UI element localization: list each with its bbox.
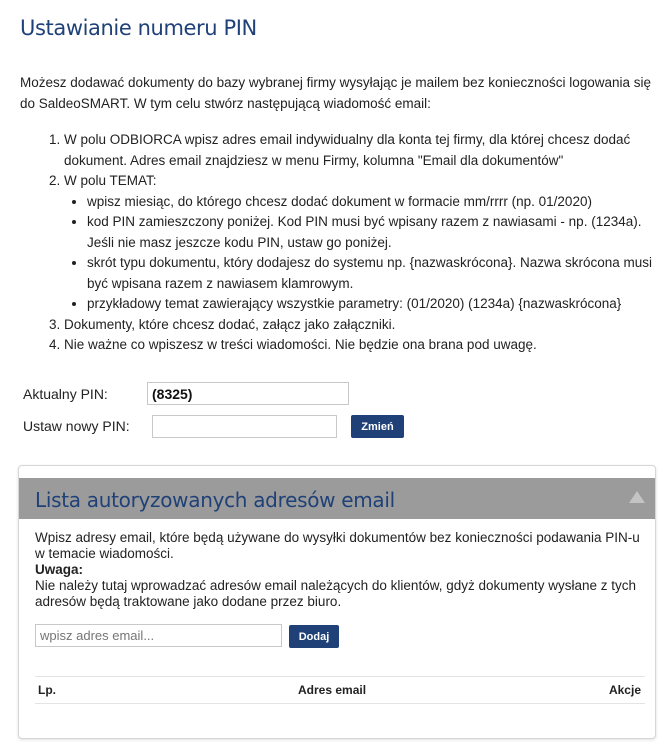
description-text: Wpisz adresy email, które będą używane do wysyłki dokumentów bez konieczności podawania PIN-u w temacie wiadomości. <box>35 530 640 561</box>
triangle-up-icon[interactable] <box>629 491 645 503</box>
email-input[interactable] <box>35 624 282 647</box>
authorized-emails-panel <box>18 465 656 739</box>
subject-rule-doc-type: • skrót typu dokumentu, który dodajesz do systemu np. {nazwaskrócona}. Nazwa skrócona musi być wpisana razem z nawiasem klamrowym. <box>87 253 654 294</box>
step-1: 1. W polu ODBIORCA wpisz adres email indywidualny dla konta tej firmy, dla której chcesz dodać dokument. Adres email znajdziesz w menu Firmy, kolumna "Email dla dokumentów" <box>64 130 654 171</box>
panel-header[interactable] <box>19 478 655 519</box>
emails-table-header <box>35 676 645 704</box>
column-header-email: Adres email <box>298 683 367 697</box>
subject-rule-pin: • kod PIN zamieszczony poniżej. Kod PIN musi być wpisany razem z nawiasami - np. (1234a). Jeśli nie masz jeszcze kodu PIN, ustaw go poniżej. <box>87 212 654 253</box>
step-2 <box>64 171 654 315</box>
page-title: Ustawianie numeru PIN <box>20 16 257 40</box>
panel-title: Lista autoryzowanych adresów email <box>35 488 395 512</box>
subject-rule-month: • wpisz miesiąc, do którego chcesz dodać dokument w formacie mm/rrrr (np. 01/2020) <box>87 192 654 213</box>
current-pin-label: Aktualny PIN: <box>23 386 108 402</box>
current-pin-field: (8325) <box>147 382 349 405</box>
column-header-actions: Akcje <box>608 683 641 697</box>
add-email-button[interactable]: Dodaj <box>289 625 339 648</box>
warning-text: Nie należy tutaj wprowadzać adresów email należących do klientów, gdyż dokumenty wysłane z tych adresów będą traktowane jako dodane przez biuro. <box>35 578 637 609</box>
column-header-number: Lp. <box>38 683 56 697</box>
subject-rule-example: • przykładowy temat zawierający wszystkie parametry: (01/2020) (1234a) {nazwaskrócona} <box>87 294 654 315</box>
change-pin-button[interactable]: Zmień <box>351 415 404 438</box>
instruction-steps <box>20 130 654 356</box>
subject-rules <box>64 192 654 315</box>
intro-text: Możesz dodawać dokumenty do bazy wybranej firmy wysyłając je mailem bez konieczności logowania się do SaldeoSMART. W tym celu stwórz następującą wiadomość email: <box>20 75 652 111</box>
step-2-label: W polu TEMAT: <box>64 173 157 188</box>
warning-label: Uwaga: <box>35 562 84 577</box>
new-pin-label: Ustaw nowy PIN: <box>23 418 130 434</box>
new-pin-input[interactable] <box>152 415 337 438</box>
panel-description <box>35 530 645 610</box>
step-3: 3. Dokumenty, które chcesz dodać, załącz jako załączniki. <box>64 315 654 336</box>
step-4: 4. Nie ważne co wpiszesz w treści wiadomości. Nie będzie ona brana pod uwagę. <box>64 335 654 356</box>
